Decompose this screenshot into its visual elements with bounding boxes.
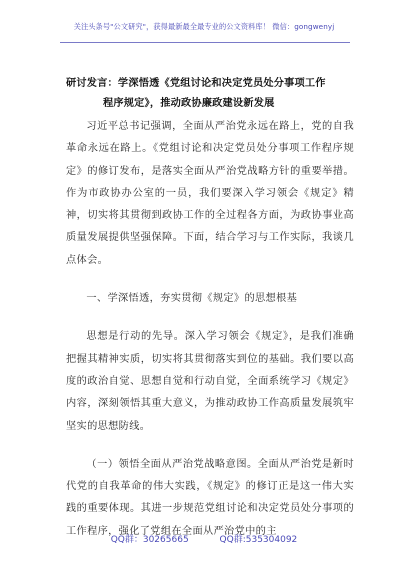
- paragraph-intro: 习近平总书记强调，全面从严治党永远在路上，党的自我革命永远在路上。《党组讨论和决定党员处分事项工作程序规定》的修订发布，是落实全面从严治党战略方针的重要举措。作为市政协办公室的一员，我们要深入学习领会《规定》精神，切实将其贯彻到政协工作的全过程各方面，为政协事业高质量发展提供坚强保障。下面，结合学习与工作实际，我谈几点体会。: [66, 121, 354, 266]
- title-line-1: 研讨发言：学深悟透《党组讨论和决定党员处分事项工作: [66, 77, 326, 89]
- document-title: [66, 73, 356, 113]
- section-heading-1: 一、学深悟透，夯实贯彻《规定》的思想根基: [86, 293, 298, 305]
- title-line-2: 程序规定》，推动政协廉政建设新发展: [103, 97, 275, 109]
- footer-qq-group-2: QQ群:535304092: [219, 535, 298, 545]
- document-body: [66, 116, 354, 543]
- paragraph-thought: 思想是行动的先导。深入学习领会《规定》，是我们准确把握其精神实质，切实将其贯彻落实到位的基础。我们要以高度的政治自觉、思想自觉和行动自觉，全面系统学习《规定》内容，深刻领悟其重大意义，为推动政协工作高质量发展筑牢坚实的思想防线。: [66, 331, 354, 432]
- header-banner: 关注头条号"公文研究"，获得最新最全最专业的公文资料库！ 微信：gongwenyj: [73, 22, 335, 31]
- footer-qq-groups: [0, 532, 408, 545]
- paragraph-subsection-1: （一）领悟全面从严治党战略意图。全面从严治党是新时代党的自我革命的伟大实践，《规定》的修订正是这一伟大实践的重要体现。其进一步规范党组讨论和决定党员处分事项的工作程序，强化了党组在全面从严治党中的主: [66, 458, 354, 537]
- header-divider: [60, 42, 350, 43]
- footer-qq-group-1: QQ群：30265665: [110, 535, 189, 545]
